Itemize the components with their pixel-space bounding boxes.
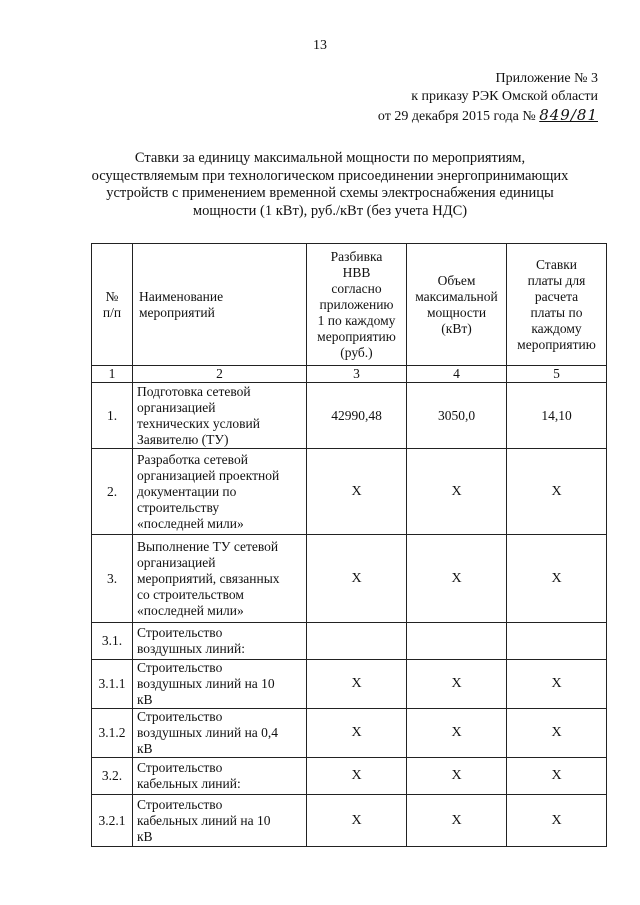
row-nvv: 42990,48 [307, 383, 407, 449]
header-line: максимальной [415, 288, 498, 304]
annex-date-text: от 29 декабря 2015 года № [377, 109, 536, 124]
header-line: (кВт) [441, 320, 472, 336]
title-line-1: Ставки за единицу максимальной мощности по мероприятиям, [134, 150, 526, 166]
row-name-line: Строительство [137, 760, 223, 775]
row-rate: X [507, 449, 607, 535]
header-row [92, 244, 607, 366]
annex-date [378, 106, 598, 126]
row-name-line: воздушных линий на 0,4 [137, 725, 279, 740]
row-name-line: «последней мили» [137, 515, 244, 531]
rates-table [91, 243, 607, 847]
row-nvv: X [307, 449, 407, 535]
table-row [92, 758, 607, 795]
table-row [92, 535, 607, 623]
row-name [133, 795, 307, 847]
header-line: мощности [426, 304, 487, 320]
row-name-line: воздушных линий: [137, 641, 245, 656]
header-power [407, 244, 507, 366]
header-line: каждому [531, 320, 582, 336]
header-line: Наименование [139, 288, 224, 304]
header-line: Разбивка [330, 248, 383, 264]
row-name-line: Разработка сетевой [137, 451, 248, 467]
row-power: X [407, 758, 507, 795]
row-nvv [307, 623, 407, 660]
header-name [133, 244, 307, 366]
row-rate: 14,10 [507, 383, 607, 449]
row-power: X [407, 795, 507, 847]
header-line: (руб.) [340, 344, 373, 360]
row-name-line: строительству [137, 499, 220, 515]
row-power: X [407, 709, 507, 758]
header-line: мероприятию [517, 336, 596, 352]
row-number: 3. [92, 535, 133, 623]
table-row [92, 449, 607, 535]
row-name-line: кВ [137, 741, 153, 756]
header-line: Объем [437, 272, 476, 288]
table-row [92, 623, 607, 660]
row-name-line: технических условий [137, 415, 260, 431]
header-line: НВВ [342, 264, 371, 280]
row-name-line: кабельных линий на 10 [137, 812, 271, 828]
index-cell: 1 [92, 366, 133, 383]
row-number: 2. [92, 449, 133, 535]
row-name-line: со строительством [137, 586, 244, 602]
row-nvv: X [307, 758, 407, 795]
row-name-line: Выполнение ТУ сетевой [137, 538, 279, 554]
row-name-line: Строительство [137, 625, 223, 640]
header-line: п/п [102, 304, 122, 320]
index-cell: 5 [507, 366, 607, 383]
header-line: мероприятию [317, 328, 396, 344]
row-nvv: X [307, 660, 407, 709]
row-name-line: кВ [137, 828, 153, 844]
header-line: 1 по каждому [317, 312, 396, 328]
table-row [92, 660, 607, 709]
header-line: Ставки [535, 256, 578, 272]
header-line: № [105, 288, 119, 304]
row-name-line: воздушных линий на 10 [137, 676, 275, 691]
row-name-line: Строительство [137, 709, 223, 724]
row-name-line: Строительство [137, 796, 223, 812]
header-line: приложению [319, 296, 394, 312]
annex-order: к приказу РЭК Омской области [411, 89, 598, 104]
header-line: платы для [527, 272, 586, 288]
table-row [92, 383, 607, 449]
header-line: согласно [331, 280, 382, 296]
row-number: 3.2.1 [92, 795, 133, 847]
row-name-line: Подготовка сетевой [137, 383, 251, 399]
row-nvv: X [307, 795, 407, 847]
annex-order-number: 849/81 [539, 106, 598, 124]
index-cell: 2 [133, 366, 307, 383]
row-number: 3.1. [92, 623, 133, 660]
document-title [40, 150, 620, 220]
row-rate: X [507, 758, 607, 795]
row-power [407, 623, 507, 660]
annex-block [378, 70, 598, 126]
row-rate: X [507, 660, 607, 709]
index-row [92, 366, 607, 383]
row-name-line: документации по [137, 483, 237, 499]
row-name-line: «последней мили» [137, 602, 244, 618]
row-name-line: организацией [137, 399, 216, 415]
header-line: платы по [530, 304, 583, 320]
row-rate: X [507, 709, 607, 758]
row-rate: X [507, 535, 607, 623]
row-nvv: X [307, 709, 407, 758]
row-power: X [407, 535, 507, 623]
index-cell: 4 [407, 366, 507, 383]
title-line-2: осуществляемым при технологическом присоединении энергопринимающих [91, 167, 569, 184]
row-number: 3.1.2 [92, 709, 133, 758]
row-name [133, 660, 307, 709]
title-line-4: мощности (1 кВт), руб./кВт (без учета НДС) [192, 202, 468, 219]
row-name-line: кВ [137, 692, 153, 707]
row-name-line: организацией проектной [137, 467, 280, 483]
row-name [133, 623, 307, 660]
row-name [133, 383, 307, 449]
row-rate [507, 623, 607, 660]
row-number: 3.2. [92, 758, 133, 795]
index-cell: 3 [307, 366, 407, 383]
header-line: расчета [534, 288, 579, 304]
row-rate: X [507, 795, 607, 847]
row-power: X [407, 660, 507, 709]
row-name-line: организацией [137, 554, 216, 570]
header-num [92, 244, 133, 366]
row-name-line: Заявителю (ТУ) [137, 431, 229, 447]
row-name [133, 449, 307, 535]
row-number: 1. [92, 383, 133, 449]
row-name-line: мероприятий, связанных [137, 570, 280, 586]
header-rate [507, 244, 607, 366]
row-number: 3.1.1 [92, 660, 133, 709]
table-body [92, 383, 607, 847]
row-nvv: X [307, 535, 407, 623]
header-line: мероприятий [139, 304, 215, 320]
page-number: 13 [313, 38, 327, 53]
row-name [133, 758, 307, 795]
row-power: X [407, 449, 507, 535]
title-line-3: устройств с применением временной схемы электроснабжения единицы [106, 185, 554, 201]
row-name [133, 535, 307, 623]
row-name-line: Строительство [137, 660, 223, 675]
row-name-line: кабельных линий: [137, 776, 241, 791]
annex-title: Приложение № 3 [495, 71, 598, 86]
row-name [133, 709, 307, 758]
row-power: 3050,0 [407, 383, 507, 449]
table-row [92, 795, 607, 847]
header-nvv [307, 244, 407, 366]
table-row [92, 709, 607, 758]
